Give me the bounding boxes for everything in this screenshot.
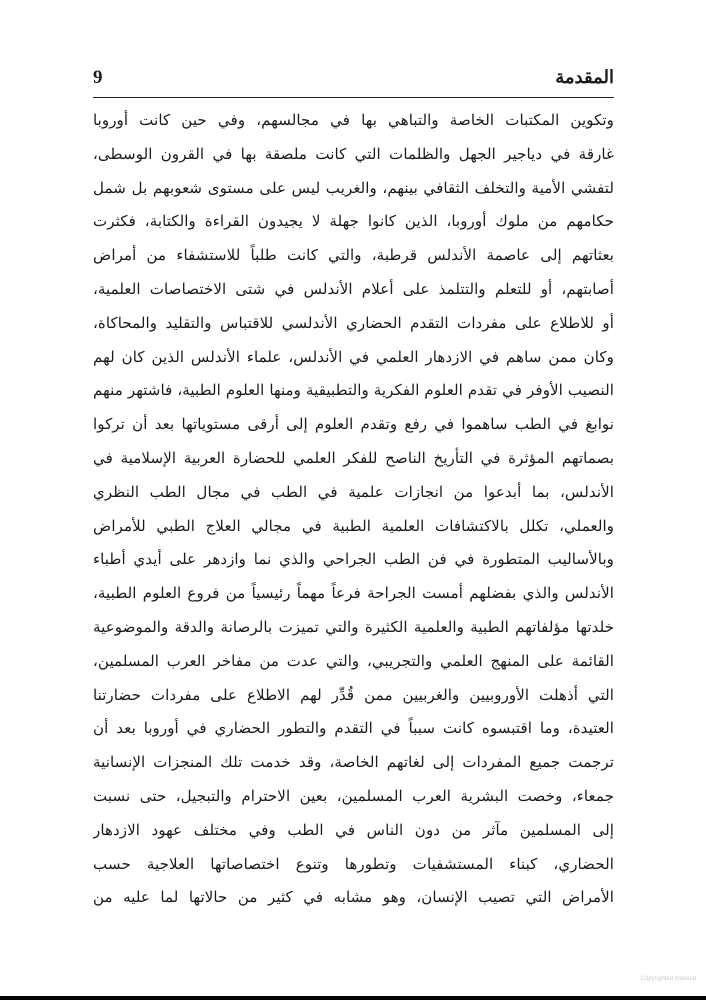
text-line: حكامهم من ملوك أوروبا، الذين كانوا جهلة لا يجيدون القراءة والكتابة، فكثرت bbox=[93, 212, 614, 231]
text-line: وبالأساليب المتطورة في فن الطب الجراحي والذي نما وازدهر على أيدي أطباء bbox=[93, 550, 614, 569]
text-line: ترجمت جميع المفردات إلى لغاتهم الخاصة، وقد خدمت تلك المنجزات الإنسانية bbox=[93, 753, 614, 772]
text-line: جمعاء، وخصت البشرية العرب المسلمين، بعين الاحترام والتبجيل، حتى نسبت bbox=[93, 786, 614, 805]
text-line: وتكوين المكتبات الخاصة والتباهي بها في مجالسهم، وفي حين كانت أوروبا bbox=[93, 111, 614, 129]
text-line: النصيب الأوفر في تقدم العلوم الفكرية والتطبيقية ومنها العلوم الطبية، فاشتهر منهم bbox=[93, 381, 614, 400]
text-line: أو للاطلاع على مفردات التقدم الحضاري الأندلسي للاقتباس والتقليد والمحاكاة، bbox=[93, 313, 614, 332]
bottom-edge-bar bbox=[0, 996, 706, 1000]
text-line: التي أذهلت الأوروبيين والغربيين ممن قُدِّر لهم الاطلاع على مفردات حضارتنا bbox=[93, 685, 614, 704]
text-line: أصابتهم، أو للتعلم والتتلمذ على أعلام الأندلس في شتى الاختصاصات العلمية، bbox=[93, 279, 614, 298]
text-line: القائمة على المنهج العلمي والتجريبي، والتي عدت من مفاخر العرب المسلمين، bbox=[93, 651, 614, 670]
chapter-title: المقدمة bbox=[555, 67, 614, 88]
header-divider bbox=[93, 97, 614, 98]
text-line: بصماتهم المؤثرة في التأريخ الناصح للفكر العلمي للحضارة العربية الإسلامية في bbox=[93, 448, 614, 467]
text-line: لتفشي الأمية والتخلف الثقافي بينهم، والغريب ليس على مستوى شعوبهم بل شمل bbox=[93, 178, 614, 197]
text-line: الأندلس والذي بفضلهم أمست الجراحة فرعاً مهماً رئيسياً من فروع العلوم الطبية، bbox=[93, 584, 614, 603]
copyright-watermark: Copyrighted material bbox=[640, 976, 696, 982]
text-line: العتيدة، وما اقتبسوه كانت سبباً في التقدم والتطور الحضاري في أوروبا بعد أن bbox=[93, 719, 614, 738]
text-line: إلى المسلمين مآثر من دون الناس في الطب وفي مختلف عهود الازدهار bbox=[93, 820, 614, 839]
text-line: وكان ممن ساهم في الازدهار العلمي في الأندلس، علماء الأندلس الذين كان لهم bbox=[93, 347, 614, 366]
text-line: الحضاري، كبناء المستشفيات وتطورها وتنوع اختصاصاتها العلاجية حسب bbox=[93, 854, 614, 873]
text-line: الأندلس، بما أبدعوا من انجازات علمية في الطب في مجال الطب النظري bbox=[93, 482, 614, 501]
text-line: خلدتها مؤلفاتهم الطبية والعلمية الكثيرة والتي تميزت بالرصانة والدقة والموضوعية bbox=[93, 617, 614, 636]
body-text bbox=[93, 104, 614, 915]
text-line: نوابغ في الطب ساهموا في رفع وتقدم العلوم إلى أرقى مستوياتها بعد أن تركوا bbox=[93, 415, 614, 434]
text-line: والعملي، تكلل بالاكتشافات العلمية الطبية في مجالي العلاج الطبي للأمراض bbox=[93, 516, 614, 535]
text-line: غارقة في دياجير الجهل والظلمات التي كانت ملصقة بها في القرون الوسطى، bbox=[93, 144, 614, 163]
text-line: الأمراض التي تصيب الإنسان، وهو مشابه في كثير من حالاتها لما عليه من bbox=[93, 888, 614, 907]
page-number: 9 bbox=[93, 67, 103, 88]
text-line: بعثاتهم إلى عاصمة الأندلس قرطبة، والتي كانت طلباً للاستشفاء من أمراض bbox=[93, 246, 614, 265]
page-header bbox=[93, 62, 614, 96]
